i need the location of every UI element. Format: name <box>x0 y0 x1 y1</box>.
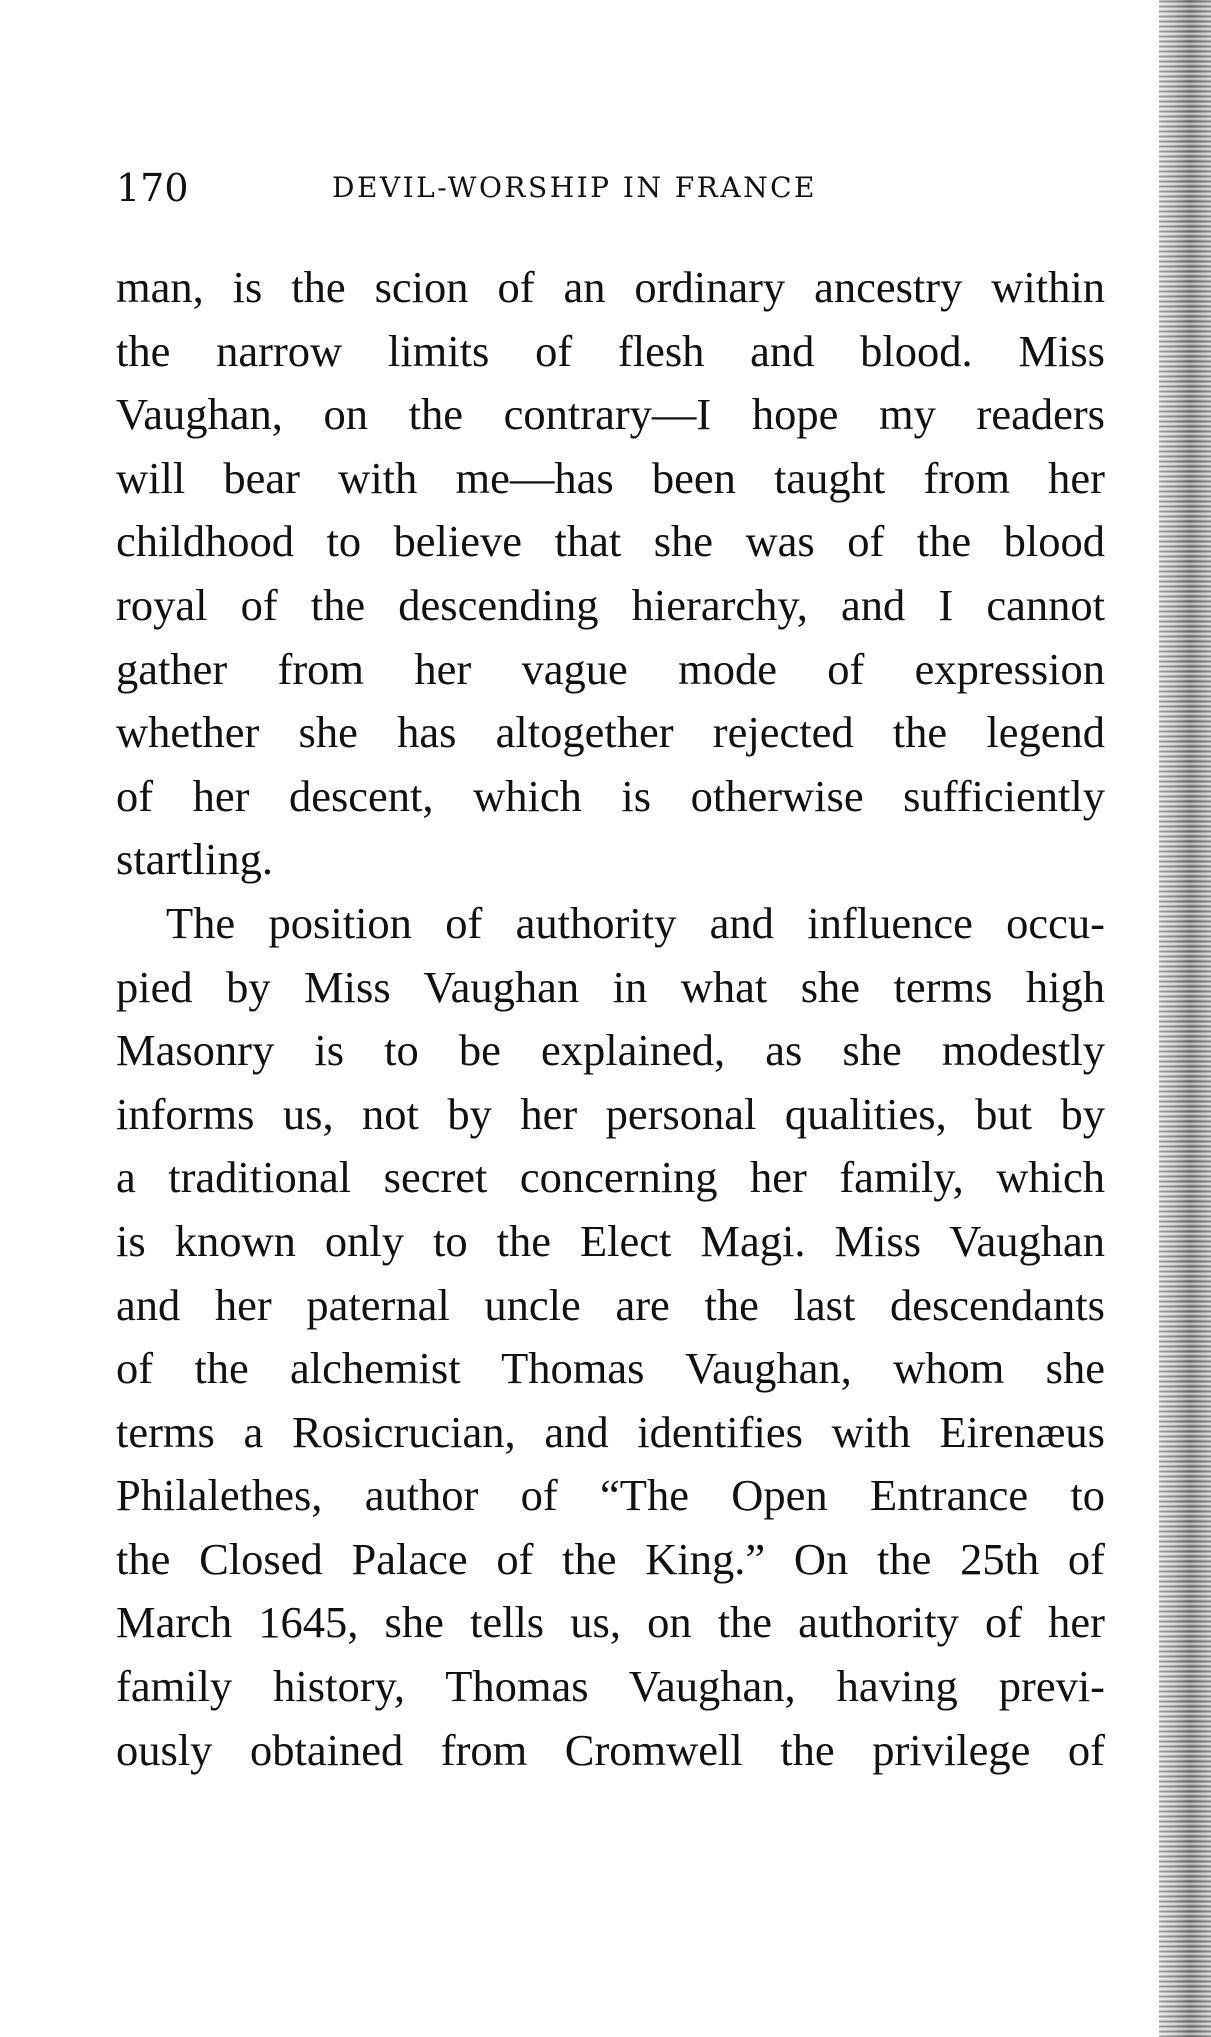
text-line: a traditional secret concerning her family, which <box>116 1152 1105 1203</box>
page-edge-shadow <box>1159 0 1211 2037</box>
text-line: terms a Rosicrucian, and identifies with Eirenæus <box>116 1406 1105 1457</box>
text-line: of the alchemist Thomas Vaughan, whom she <box>116 1343 1105 1394</box>
text-line: startling. <box>116 834 273 885</box>
text-line: informs us, not by her personal qualities, but by <box>116 1088 1105 1139</box>
text-line: The position of authority and influence occu- <box>166 897 1105 948</box>
page-number: 170 <box>116 166 189 210</box>
running-title: DEVIL-WORSHIP IN FRANCE <box>332 171 817 204</box>
text-line: the Closed Palace of the King.” On the 25th of <box>116 1533 1105 1584</box>
text-line: pied by Miss Vaughan in what she terms high <box>116 961 1105 1012</box>
body-text <box>116 256 1105 1782</box>
text-line: whether she has altogether rejected the legend <box>116 707 1105 758</box>
text-line: will bear with me—has been taught from her <box>116 452 1105 503</box>
text-line: man, is the scion of an ordinary ancestry within <box>116 262 1105 312</box>
text-line: ously obtained from Cromwell the privilege of <box>116 1724 1105 1775</box>
text-line: and her paternal uncle are the last descendants <box>116 1279 1105 1330</box>
text-line: March 1645, she tells us, on the authority of her <box>116 1597 1105 1648</box>
text-line: Vaughan, on the contrary—I hope my readers <box>116 389 1105 440</box>
text-line: royal of the descending hierarchy, and I cannot <box>116 579 1105 630</box>
text-line: the narrow limits of flesh and blood. Miss <box>116 325 1105 376</box>
running-head <box>116 160 1101 216</box>
text-line: family history, Thomas Vaughan, having previ- <box>116 1661 1105 1712</box>
text-line: gather from her vague mode of expression <box>116 643 1105 694</box>
text-line: Philalethes, author of “The Open Entrance to <box>116 1470 1105 1521</box>
text-line: childhood to believe that she was of the blood <box>116 516 1105 567</box>
text-line: is known only to the Elect Magi. Miss Vaughan <box>116 1215 1105 1266</box>
text-line: Masonry is to be explained, as she modestly <box>116 1025 1105 1076</box>
text-line: of her descent, which is otherwise sufficiently <box>116 770 1105 821</box>
